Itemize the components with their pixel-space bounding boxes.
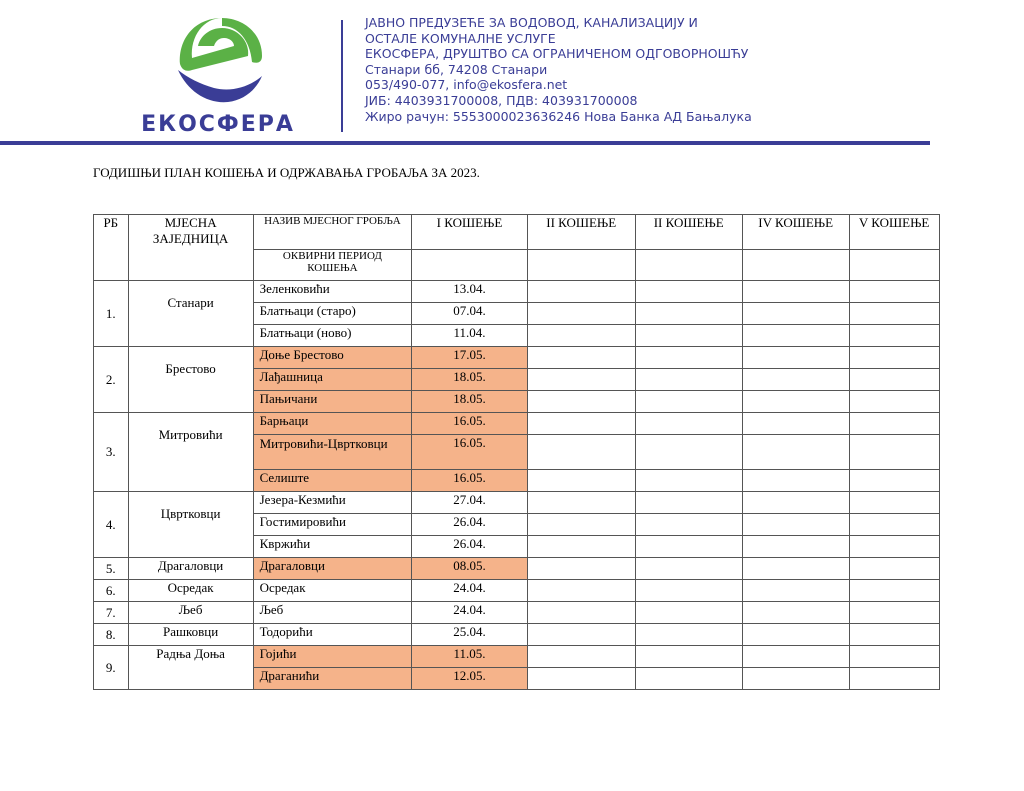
empty-cell (742, 281, 849, 303)
mowing-1-date: 24.04. (412, 602, 528, 624)
cemetery-name: Доње Брестово (253, 347, 412, 369)
row-number: 9. (94, 646, 129, 690)
empty-cell (849, 369, 939, 391)
empty-cell (412, 250, 528, 281)
empty-cell (635, 413, 742, 435)
table-row (94, 492, 1024, 514)
empty-cell (849, 391, 939, 413)
table-row (94, 413, 1024, 435)
cemetery-name: Квржићи (253, 536, 412, 558)
empty-cell (742, 624, 849, 646)
empty-cell (849, 580, 939, 602)
mowing-1-date: 12.05. (412, 668, 528, 690)
empty-cell (635, 250, 742, 281)
header-cemetery-name: НАЗИВ МЈЕСНОГ ГРОБЉА (253, 215, 412, 250)
mowing-1-date: 07.04. (412, 303, 528, 325)
empty-cell (527, 250, 635, 281)
empty-cell (635, 281, 742, 303)
cemetery-name: Блатњаци (ново) (253, 325, 412, 347)
empty-cell (635, 668, 742, 690)
cemetery-name: Барњаци (253, 413, 412, 435)
empty-cell (849, 536, 939, 558)
company-info-line: Жиро рачун: 5553000023636246 Нова Банка АД Бањалука (365, 108, 752, 124)
empty-cell (742, 325, 849, 347)
empty-cell (742, 347, 849, 369)
company-logo (118, 12, 318, 142)
mowing-1-date: 24.04. (412, 580, 528, 602)
empty-cell (635, 369, 742, 391)
header-mowing-4: IV КОШЕЊЕ (742, 215, 849, 250)
mowing-1-date: 08.05. (412, 558, 528, 580)
community-name: Митровићи (128, 413, 253, 492)
empty-cell (742, 646, 849, 668)
mowing-1-date: 13.04. (412, 281, 528, 303)
empty-cell (527, 391, 635, 413)
community-name: Брестово (128, 347, 253, 413)
header-row (94, 215, 1024, 250)
empty-cell (742, 492, 849, 514)
empty-cell (527, 514, 635, 536)
empty-cell (635, 646, 742, 668)
empty-cell (635, 325, 742, 347)
empty-cell (527, 580, 635, 602)
empty-cell (849, 668, 939, 690)
empty-cell (849, 347, 939, 369)
row-number: 4. (94, 492, 129, 558)
header-mowing-2: II КОШЕЊЕ (527, 215, 635, 250)
company-info-line: ЈАВНО ПРЕДУЗЕЋЕ ЗА ВОДОВОД, КАНАЛИЗАЦИЈУ И (365, 15, 698, 30)
company-info (365, 15, 752, 124)
empty-cell (635, 602, 742, 624)
cemetery-name: Драгаловци (253, 558, 412, 580)
mowing-1-date: 18.05. (412, 369, 528, 391)
header-rule (0, 141, 930, 145)
row-number: 6. (94, 580, 129, 602)
cemetery-name: Митровићи-Цвртковци (253, 435, 412, 470)
empty-cell (849, 602, 939, 624)
mowing-plan-table (93, 214, 1024, 690)
mowing-1-date: 11.05. (412, 646, 528, 668)
empty-cell (742, 602, 849, 624)
company-info-line: Станари бб, 74208 Станари (365, 61, 548, 77)
company-info-line: ОСТАЛЕ КОМУНАЛНЕ УСЛУГЕ (365, 30, 556, 46)
document-title: ГОДИШЊИ ПЛАН КОШЕЊА И ОДРЖАВАЊА ГРОБАЉА ЗА 2023. (93, 165, 480, 180)
empty-cell (742, 369, 849, 391)
empty-cell (849, 325, 939, 347)
mowing-1-date: 16.05. (412, 470, 528, 492)
empty-cell (635, 514, 742, 536)
row-number: 7. (94, 602, 129, 624)
cemetery-name: Селиште (253, 470, 412, 492)
header-mowing-3: II КОШЕЊЕ (635, 215, 742, 250)
row-number: 5. (94, 558, 129, 580)
logo-wordmark: ЕКОСФЕРА (141, 112, 295, 137)
empty-cell (527, 303, 635, 325)
empty-cell (849, 303, 939, 325)
empty-cell (527, 347, 635, 369)
header-period: ОКВИРНИ ПЕРИОД КОШЕЊА (253, 250, 412, 281)
empty-cell (527, 602, 635, 624)
cemetery-name: Језера-Кезмићи (253, 492, 412, 514)
empty-cell (849, 470, 939, 492)
letterhead (0, 0, 1024, 150)
empty-cell (742, 580, 849, 602)
header-mowing-1: I КОШЕЊЕ (412, 215, 528, 250)
mowing-1-date: 16.05. (412, 435, 528, 470)
empty-cell (742, 391, 849, 413)
table-row (94, 281, 1024, 303)
mowing-1-date: 26.04. (412, 536, 528, 558)
row-number: 8. (94, 624, 129, 646)
cemetery-name: Гостимировићи (253, 514, 412, 536)
header-community: МЈЕСНА ЗАЈЕДНИЦА (128, 215, 253, 281)
empty-cell (527, 413, 635, 435)
mowing-1-date: 26.04. (412, 514, 528, 536)
table-row (94, 347, 1024, 369)
header-mowing-5: V КОШЕЊЕ (849, 215, 939, 250)
row-number: 1. (94, 281, 129, 347)
header-rb: РБ (94, 215, 129, 281)
empty-cell (527, 281, 635, 303)
community-name: Рашковци (128, 624, 253, 646)
empty-cell (742, 536, 849, 558)
table-row (94, 558, 1024, 580)
mowing-1-date: 27.04. (412, 492, 528, 514)
empty-cell (635, 391, 742, 413)
cemetery-name: Пањичани (253, 391, 412, 413)
empty-cell (527, 435, 635, 470)
cemetery-name: Драганићи (253, 668, 412, 690)
empty-cell (849, 646, 939, 668)
mowing-1-date: 18.05. (412, 391, 528, 413)
empty-cell (849, 558, 939, 580)
empty-cell (742, 668, 849, 690)
empty-cell (635, 492, 742, 514)
community-name: Цвртковци (128, 492, 253, 558)
mowing-1-date: 25.04. (412, 624, 528, 646)
empty-cell (849, 624, 939, 646)
cemetery-name: Гојићи (253, 646, 412, 668)
table-row (94, 602, 1024, 624)
empty-cell (849, 492, 939, 514)
empty-cell (635, 347, 742, 369)
cemetery-name: Блатњаци (старо) (253, 303, 412, 325)
header-divider (341, 20, 343, 132)
cemetery-name: Осредак (253, 580, 412, 602)
mowing-1-date: 17.05. (412, 347, 528, 369)
empty-cell (527, 624, 635, 646)
company-info-line: 053/490-077, info@ekosfera.net (365, 77, 568, 93)
empty-cell (742, 303, 849, 325)
empty-cell (527, 536, 635, 558)
empty-cell (527, 470, 635, 492)
empty-cell (635, 303, 742, 325)
row-number: 2. (94, 347, 129, 413)
empty-cell (849, 281, 939, 303)
empty-cell (635, 435, 742, 470)
empty-cell (527, 369, 635, 391)
empty-cell (742, 470, 849, 492)
cemetery-name: Зеленковићи (253, 281, 412, 303)
empty-cell (527, 558, 635, 580)
empty-cell (742, 413, 849, 435)
empty-cell (849, 250, 939, 281)
community-name: Осредак (128, 580, 253, 602)
company-info-line: ЈИБ: 4403931700008, ПДВ: 403931700008 (365, 92, 638, 108)
ekosfera-logo-icon (170, 12, 270, 110)
mowing-1-date: 16.05. (412, 413, 528, 435)
empty-cell (527, 325, 635, 347)
row-number: 3. (94, 413, 129, 492)
community-name: Љеб (128, 602, 253, 624)
table-row (94, 580, 1024, 602)
community-name: Радња Доња (128, 646, 253, 690)
empty-cell (849, 413, 939, 435)
empty-cell (742, 435, 849, 470)
table-row (94, 646, 1024, 668)
community-name: Драгаловци (128, 558, 253, 580)
empty-cell (849, 514, 939, 536)
empty-cell (742, 514, 849, 536)
empty-cell (635, 470, 742, 492)
cemetery-name: Лађашница (253, 369, 412, 391)
empty-cell (742, 250, 849, 281)
empty-cell (635, 536, 742, 558)
empty-cell (527, 646, 635, 668)
empty-cell (635, 624, 742, 646)
empty-cell (527, 668, 635, 690)
empty-cell (635, 580, 742, 602)
community-name: Станари (128, 281, 253, 347)
table-row (94, 624, 1024, 646)
cemetery-name: Тодорићи (253, 624, 412, 646)
empty-cell (849, 435, 939, 470)
cemetery-name: Љеб (253, 602, 412, 624)
empty-cell (527, 492, 635, 514)
company-info-line: ЕКОСФЕРА, ДРУШТВО СА ОГРАНИЧЕНОМ ОДГОВОРНОШЋУ (365, 46, 749, 62)
table-body (94, 215, 1024, 690)
mowing-1-date: 11.04. (412, 325, 528, 347)
empty-cell (742, 558, 849, 580)
empty-cell (635, 558, 742, 580)
